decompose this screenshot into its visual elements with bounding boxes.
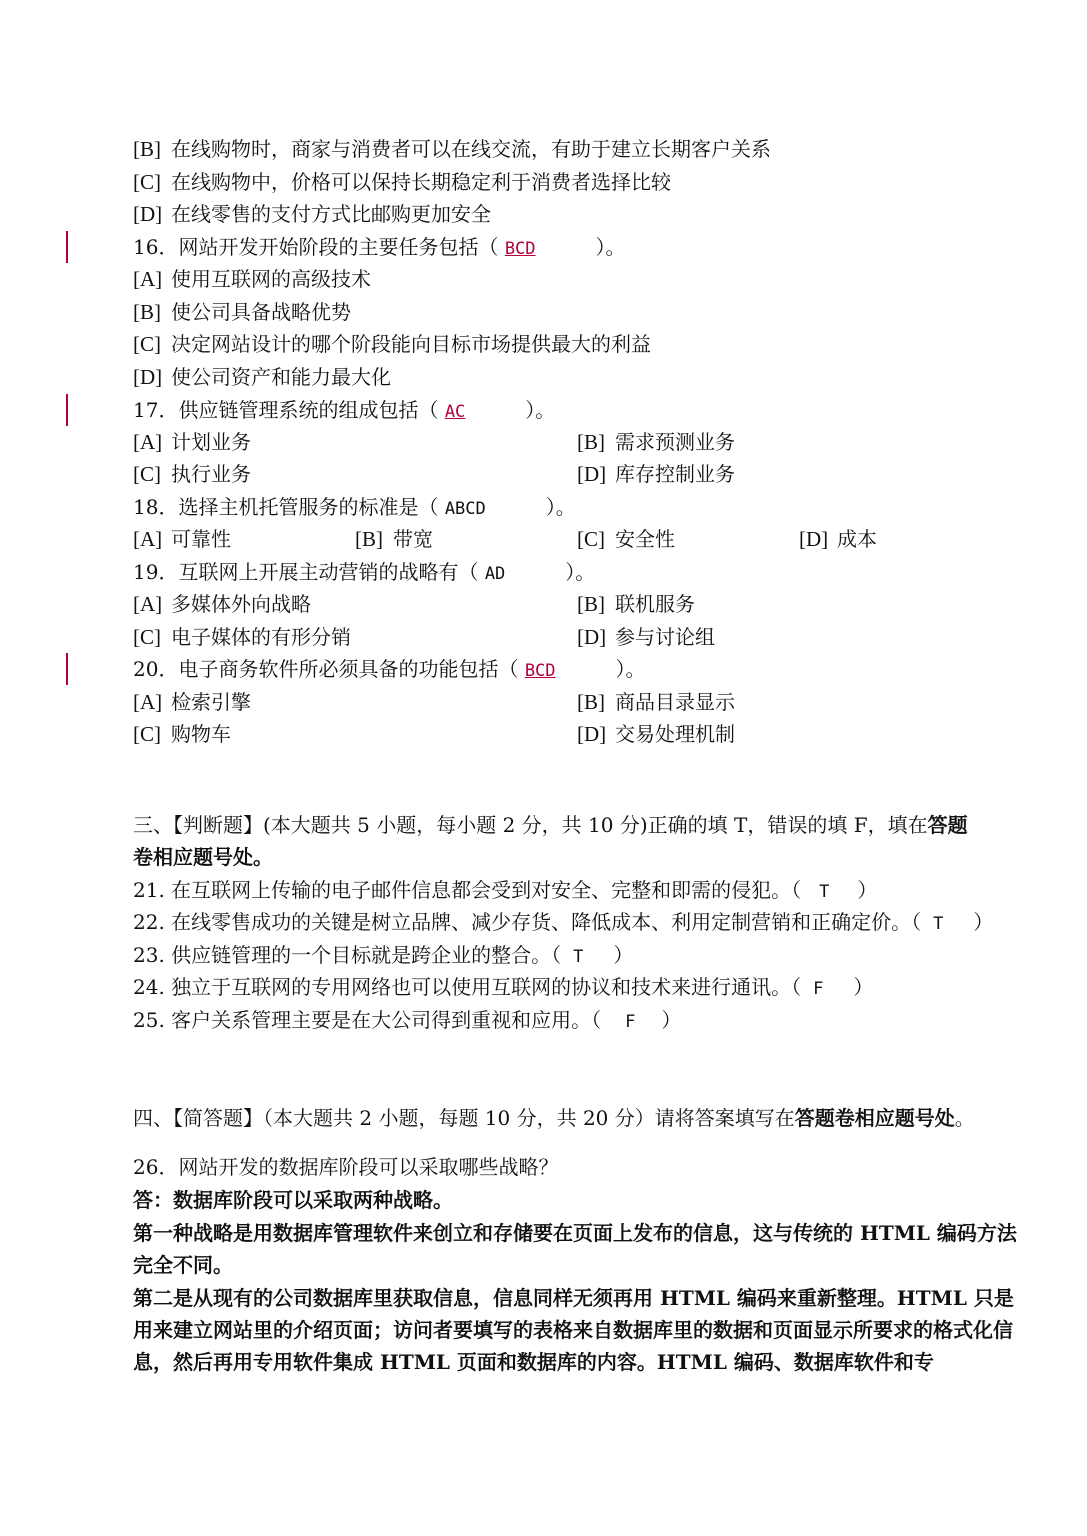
answer-19: AD xyxy=(484,564,506,584)
option-19-b: [B] 联机服务 xyxy=(577,592,695,616)
option-18-a: [A] 可靠性 xyxy=(133,527,231,551)
option-19-d: [D] 参与讨论组 xyxy=(577,625,715,649)
answer-16: BCD xyxy=(504,239,536,259)
option-19-c: [C] 电子媒体的有形分销 xyxy=(133,625,351,649)
option-18-c: [C] 安全性 xyxy=(577,527,675,551)
answer-20: BCD xyxy=(524,661,556,681)
question-16: 16．网站开发开始阶段的主要任务包括（ BCD ）。 xyxy=(133,235,626,259)
judge-item-23: 23. 供应链管理的一个目标就是跨企业的整合。（ T ） xyxy=(133,943,634,967)
option-20-d: [D] 交易处理机制 xyxy=(577,722,735,746)
question-19: 19．互联网上开展主动营销的战略有（ AD ）。 xyxy=(133,560,596,584)
option-20-a: [A] 检索引擎 xyxy=(133,690,251,714)
option-16-c: [C] 决定网站设计的哪个阶段能向目标市场提供最大的利益 xyxy=(133,332,651,356)
change-bar xyxy=(66,231,68,263)
question-26: 26．网站开发的数据库阶段可以采取哪些战略？ xyxy=(133,1155,559,1179)
judge-item-22: 22. 在线零售成功的关键是树立品牌、减少存货、降低成本、利用定制营销和正确定价。（ T ） xyxy=(133,910,994,934)
option-20-c: [C] 购物车 xyxy=(133,722,231,746)
option-15-d: [D] 在线零售的支付方式比邮购更加安全 xyxy=(133,202,491,226)
section-judge-heading: 三、【判断题】(本大题共 5 小题，每小题 2 分，共 10 分)正确的填 T，错误的填 F，填在答题 卷相应题号处。 xyxy=(133,813,968,869)
answer-strategy-2: 第二是从现有的公司数据库里获取信息，信息同样无须再用 HTML 编码来重新整理。HTML 只是用来建立网站里的介绍页面；访问者要填写的表格来自数据库里的数据和页面显示所要求的格式化信息，然后再用专用软件集成 HTML 页面和数据库的内容。HTML 编码、数据库软件和专 xyxy=(133,1286,1014,1374)
option-20-b: [B] 商品目录显示 xyxy=(577,690,735,714)
judge-item-25: 25. 客户关系管理主要是在大公司得到重视和应用。（ F ） xyxy=(133,1008,682,1032)
answer-17: AC xyxy=(444,402,466,422)
question-18: 18．选择主机托管服务的标准是（ ABCD ）。 xyxy=(133,495,576,519)
change-bar xyxy=(66,653,68,685)
option-17-d: [D] 库存控制业务 xyxy=(577,462,735,486)
option-15-b: [B] 在线购物时，商家与消费者可以在线交流，有助于建立长期客户关系 xyxy=(133,137,771,161)
judge-item-24: 24. 独立于互联网的专用网络也可以使用互联网的协议和技术来进行通讯。（ F ） xyxy=(133,975,874,999)
option-15-c: [C] 在线购物中，价格可以保持长期稳定利于消费者选择比较 xyxy=(133,170,671,194)
judge-item-21: 21. 在互联网上传输的电子邮件信息都会受到对安全、完整和即需的侵犯。（ T ） xyxy=(133,878,878,902)
question-20: 20．电子商务软件所必须具备的功能包括（ BCD ）。 xyxy=(133,657,646,681)
option-17-b: [B] 需求预测业务 xyxy=(577,430,735,454)
answer-intro: 答：数据库阶段可以采取两种战略。 xyxy=(133,1188,453,1212)
change-bar xyxy=(66,394,68,426)
option-19-a: [A] 多媒体外向战略 xyxy=(133,592,311,616)
question-17: 17．供应链管理系统的组成包括（ AC ）。 xyxy=(133,398,556,422)
option-18-d: [D] 成本 xyxy=(799,527,877,551)
option-16-a: [A] 使用互联网的高级技术 xyxy=(133,267,371,291)
option-16-d: [D] 使公司资产和能力最大化 xyxy=(133,365,391,389)
answer-18: ABCD xyxy=(444,499,486,519)
option-17-c: [C] 执行业务 xyxy=(133,462,251,486)
section-short-heading: 四、【简答题】（本大题共 2 小题，每题 10 分，共 20 分）请将答案填写在答题卷相应题号处。 xyxy=(133,1106,975,1130)
option-18-b: [B] 带宽 xyxy=(355,527,433,551)
option-17-a: [A] 计划业务 xyxy=(133,430,251,454)
option-16-b: [B] 使公司具备战略优势 xyxy=(133,300,351,324)
answer-strategy-1: 第一种战略是用数据库管理软件来创立和存储要在页面上发布的信息，这与传统的 HTML 编码方法完全不同。 xyxy=(133,1221,1017,1277)
